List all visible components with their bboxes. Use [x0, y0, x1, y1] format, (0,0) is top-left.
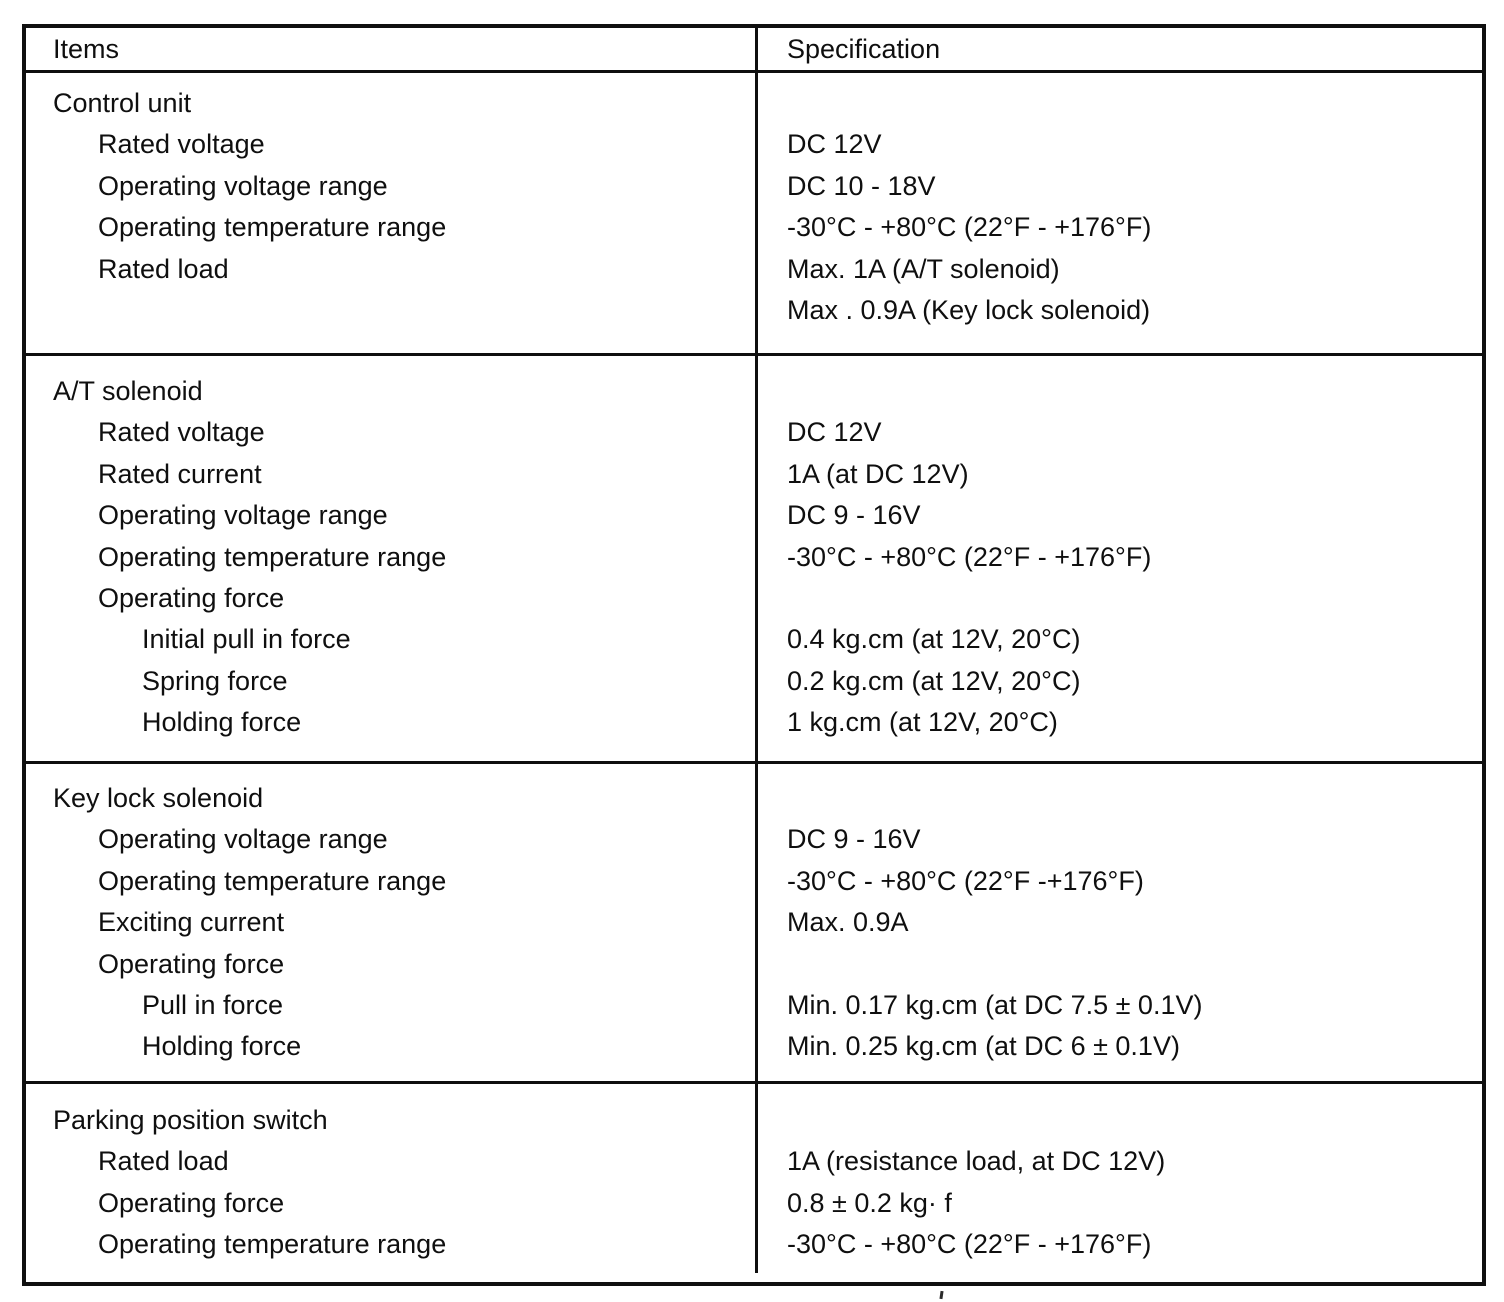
item-label: Operating voltage range — [98, 824, 388, 855]
item-label: Operating temperature range — [98, 865, 447, 896]
item-label: Pull in force — [142, 989, 284, 1020]
scan-artifact — [939, 1291, 943, 1299]
item-label: Holding force — [142, 707, 302, 738]
spec-value: DC 12V — [787, 129, 882, 160]
spec-value: -30°C - +80°C (22°F - +176°F) — [787, 1229, 1152, 1260]
item-label: Rated current — [98, 458, 262, 489]
item-label: Holding force — [142, 1031, 302, 1062]
spec-value: DC 10 - 18V — [787, 170, 936, 201]
item-label: Initial pull in force — [142, 624, 351, 655]
spec-value: DC 12V — [787, 417, 882, 448]
spec-value: 0.4 kg.cm (at 12V, 20°C) — [787, 624, 1081, 655]
spec-section-parking-position-switch — [26, 1081, 1482, 1273]
item-label: Operating voltage range — [98, 500, 388, 531]
item-label: Key lock solenoid — [53, 783, 264, 813]
items-cell-control-unit — [26, 73, 758, 353]
item-label: Operating temperature range — [98, 541, 447, 572]
spec-value: DC 9 - 16V — [787, 500, 921, 531]
spec-cell-at-solenoid — [758, 356, 1482, 761]
item-label: Operating force — [98, 1187, 285, 1218]
spec-blank-line — [758, 578, 1482, 619]
items-cell-at-solenoid — [26, 356, 758, 761]
spec-section-at-solenoid — [26, 353, 1482, 761]
spec-blank-line — [758, 83, 1482, 124]
spec-value: Min. 0.25 kg.cm (at DC 6 ± 0.1V) — [787, 1031, 1180, 1062]
spec-section-key-lock-solenoid — [26, 761, 1482, 1081]
items-cell-parking-position-switch — [26, 1084, 758, 1273]
spec-cell-key-lock-solenoid — [758, 764, 1482, 1081]
item-label: Exciting current — [98, 907, 285, 938]
spec-value: -30°C - +80°C (22°F -+176°F) — [787, 865, 1144, 896]
item-label: Operating force — [98, 582, 285, 613]
spec-value: 0.2 kg.cm (at 12V, 20°C) — [787, 665, 1081, 696]
table-header-row — [26, 28, 1482, 73]
spec-blank-line — [758, 944, 1482, 985]
spec-value: Min. 0.17 kg.cm (at DC 7.5 ± 0.1V) — [787, 989, 1203, 1020]
spec-value: Max. 0.9A — [787, 907, 909, 938]
item-label: A/T solenoid — [53, 376, 203, 406]
item-label: Rated load — [98, 1146, 229, 1177]
spec-table — [22, 24, 1486, 1286]
items-column-header: Items — [26, 28, 758, 70]
spec-value: -30°C - +80°C (22°F - +176°F) — [787, 212, 1152, 243]
item-label: Spring force — [142, 665, 288, 696]
spec-value: -30°C - +80°C (22°F - +176°F) — [787, 541, 1152, 572]
item-label: Operating force — [98, 948, 285, 979]
spec-value: 1A (at DC 12V) — [787, 458, 969, 489]
item-label: Control unit — [53, 88, 192, 118]
item-label: Operating temperature range — [98, 1229, 447, 1260]
spec-section-control-unit — [26, 73, 1482, 353]
spec-cell-parking-position-switch — [758, 1084, 1482, 1273]
spec-blank-line — [758, 371, 1482, 412]
item-label: Parking position switch — [53, 1105, 328, 1135]
items-cell-key-lock-solenoid — [26, 764, 758, 1081]
spec-cell-control-unit — [758, 73, 1482, 353]
spec-value: Max . 0.9A (Key lock solenoid) — [787, 294, 1151, 325]
item-blank-line — [26, 290, 755, 331]
item-label: Operating temperature range — [98, 212, 447, 243]
specification-column-header: Specification — [787, 34, 941, 64]
item-label: Rated voltage — [98, 129, 265, 160]
spec-value: 1 kg.cm (at 12V, 20°C) — [787, 707, 1058, 738]
table-body — [26, 73, 1482, 1273]
spec-value: DC 9 - 16V — [787, 824, 921, 855]
item-label: Rated load — [98, 253, 229, 284]
spec-value: 0.8 ± 0.2 kg· f — [787, 1187, 952, 1218]
spec-value: Max. 1A (A/T solenoid) — [787, 253, 1060, 284]
item-label: Rated voltage — [98, 417, 265, 448]
item-label: Operating voltage range — [98, 170, 388, 201]
spec-blank-line — [758, 1100, 1482, 1141]
spec-blank-line — [758, 778, 1482, 819]
spec-value: 1A (resistance load, at DC 12V) — [787, 1146, 1166, 1177]
